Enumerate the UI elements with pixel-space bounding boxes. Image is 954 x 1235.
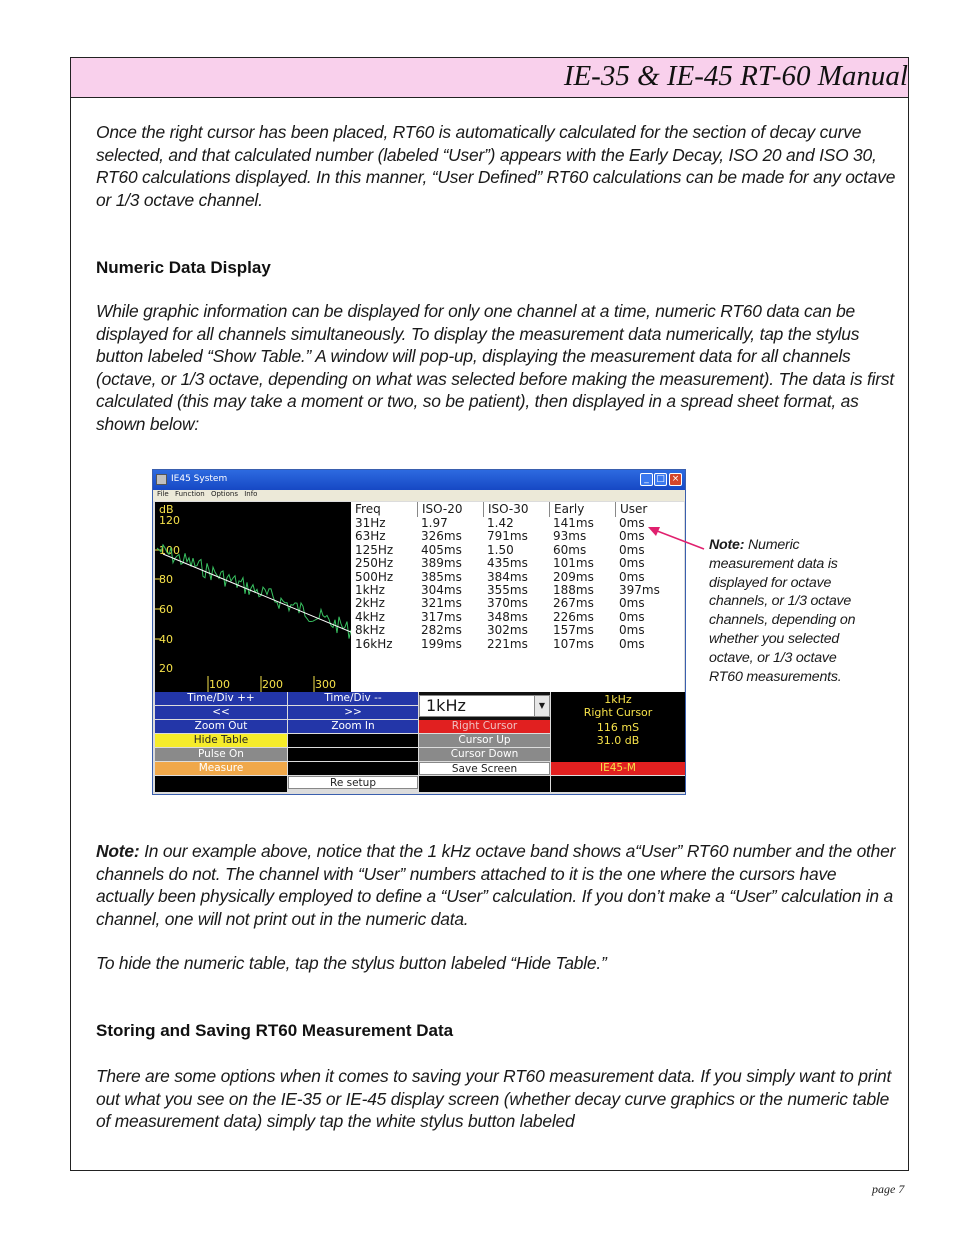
- table-cell: 435ms: [487, 556, 528, 571]
- table-header-cell: ISO-20: [417, 502, 483, 517]
- table-cell: 1kHz: [355, 582, 385, 597]
- table-cell: 1.42: [487, 516, 514, 530]
- table-cell: 4kHz: [355, 609, 385, 624]
- note-paragraph: [96, 840, 896, 930]
- x-tick-200: 200: [262, 678, 283, 691]
- table-cell: 500Hz: [355, 569, 394, 584]
- table-cell: 0ms: [619, 623, 645, 638]
- note-label: Note:: [96, 841, 140, 861]
- menu-options[interactable]: Options: [210, 490, 238, 498]
- table-cell: 267ms: [553, 596, 594, 611]
- table-cell: 0ms: [619, 556, 645, 571]
- section-heading-numeric-data: Numeric Data Display: [96, 258, 271, 277]
- cursor-down-button[interactable]: Cursor Down: [419, 748, 550, 761]
- info-cursor: Right Cursor: [583, 706, 653, 719]
- note-text: In our example above, notice that the 1 kHz octave band shows a“User” RT60 number and the other channels do not. The channel with “User” numbers attached to it is the one where the cursors have actually been physically employed to define a “User” calculation. If you don’t make a “User” calculation in a channel, one will not print out in the numeric data.: [96, 841, 896, 929]
- menu-file[interactable]: File: [157, 490, 169, 498]
- table-cell: 302ms: [487, 623, 528, 638]
- info-band: 1kHz: [604, 693, 632, 706]
- table-cell: 221ms: [487, 636, 528, 651]
- table-cell: 389ms: [421, 556, 462, 571]
- close-icon[interactable]: ×: [669, 473, 682, 486]
- re-setup-button[interactable]: Re setup: [288, 776, 418, 789]
- table-cell: 0ms: [619, 529, 645, 544]
- empty-slot: [288, 734, 418, 747]
- table-cell: 0ms: [619, 569, 645, 584]
- table-cell: 0ms: [619, 516, 645, 530]
- table-cell: 63Hz: [355, 529, 386, 544]
- table-cell: 226ms: [553, 609, 594, 624]
- table-cell: 405ms: [421, 542, 462, 557]
- cursor-info-panel: [551, 692, 685, 762]
- table-cell: 791ms: [487, 529, 528, 544]
- y-tick-40: 40: [159, 633, 173, 646]
- zoom-in-button[interactable]: Zoom In: [288, 720, 418, 733]
- cursor-up-button[interactable]: Cursor Up: [419, 734, 550, 747]
- channel-select-value: 1kHz: [426, 696, 466, 715]
- table-cell: 157ms: [553, 623, 594, 638]
- info-level: 31.0 dB: [596, 734, 640, 747]
- table-cell: 31Hz: [355, 516, 386, 530]
- table-cell: 250Hz: [355, 556, 394, 571]
- y-tick-100: 100: [159, 544, 180, 557]
- app-icon: [156, 474, 167, 485]
- window-titlebar: [153, 470, 685, 490]
- section-heading-storing-data: Storing and Saving RT60 Measurement Data: [96, 1021, 454, 1040]
- callout-arrow: [600, 505, 710, 555]
- table-cell: 0ms: [619, 609, 645, 624]
- table-header-cell: ISO-30: [483, 502, 549, 517]
- rt60-regression-line: [163, 554, 351, 632]
- scroll-right-button[interactable]: >>: [288, 706, 418, 719]
- table-cell: 125Hz: [355, 542, 394, 557]
- menu-bar: [153, 490, 685, 501]
- channel-select[interactable]: [419, 695, 550, 717]
- y-tick-120: 120: [159, 514, 180, 527]
- x-tick-300: 300: [315, 678, 336, 691]
- table-cell: 199ms: [421, 636, 462, 651]
- table-cell: 317ms: [421, 609, 462, 624]
- side-note-text: Numeric measurement data is displayed for octave channels, or 1/3 octave channels, depending on whether you selected octave, or 1/3 octave RT60 measurements.: [709, 537, 856, 685]
- table-cell: 141ms: [553, 516, 594, 530]
- measure-button[interactable]: Measure: [155, 762, 287, 775]
- y-tick-60: 60: [159, 603, 173, 616]
- table-header-cell: Freq: [355, 502, 381, 516]
- table-cell: 304ms: [421, 582, 462, 597]
- hide-table-paragraph: To hide the numeric table, tap the stylus button labeled “Hide Table.”: [96, 953, 607, 973]
- table-column: [351, 502, 417, 651]
- table-cell: 8kHz: [355, 623, 385, 638]
- table-column: [483, 502, 549, 651]
- table-cell: 0ms: [619, 596, 645, 611]
- table-cell: 370ms: [487, 596, 528, 611]
- table-cell: 0ms: [619, 636, 645, 651]
- x-tick-100: 100: [209, 678, 230, 691]
- y-tick-80: 80: [159, 573, 173, 586]
- table-cell: 385ms: [421, 569, 462, 584]
- table-column: [417, 502, 483, 651]
- table-cell: 93ms: [553, 529, 587, 544]
- empty-slot: [551, 776, 685, 792]
- window-title: IE45 System: [171, 474, 228, 484]
- maximize-icon[interactable]: □: [654, 473, 667, 486]
- hide-table-button[interactable]: Hide Table: [155, 734, 287, 747]
- table-cell: 326ms: [421, 529, 462, 544]
- table-cell: 60ms: [553, 542, 587, 557]
- empty-slot: [288, 762, 418, 775]
- manual-title: IE-35 & IE-45 RT-60 Manual: [563, 60, 908, 92]
- numeric-data-paragraph: While graphic information can be displayed for only one channel at a time, numeric RT60 data can be displayed for all channels simultaneously. To display the measurement data numerically, tap the stylus button labeled “Show Table.” A window will pop-up, displaying the measurement data for all channels (octave, or 1/3 octave, depending on what was selected before making the measurement). The data is first calculated (this may take a moment or two, so be patient), then displayed in a spread sheet format, as shown below:: [96, 301, 894, 434]
- table-cell: 384ms: [487, 569, 528, 584]
- scroll-left-button[interactable]: <<: [155, 706, 287, 719]
- table-cell: 2kHz: [355, 596, 385, 611]
- pulse-on-button[interactable]: Pulse On: [155, 748, 287, 761]
- table-cell: 282ms: [421, 623, 462, 638]
- time-div-minus-button[interactable]: Time/Div --: [288, 692, 418, 705]
- menu-info[interactable]: Info: [244, 490, 258, 498]
- storing-data-paragraph: There are some options when it comes to saving your RT60 measurement data. If you simply want to print out what you see on the IE-35 or IE-45 display screen (whether decay curve graphics or the numeric table of measurement data) simply tap the white stylus button labeled: [96, 1066, 892, 1131]
- page-header: [71, 58, 908, 98]
- save-screen-button[interactable]: Save Screen: [419, 762, 550, 775]
- table-cell: 1.50: [487, 542, 514, 557]
- minimize-icon[interactable]: _: [640, 473, 653, 486]
- table-cell: 107ms: [553, 636, 594, 651]
- table-cell: 101ms: [553, 556, 594, 571]
- time-div-plus-button[interactable]: Time/Div ++: [155, 692, 287, 705]
- zoom-out-button[interactable]: Zoom Out: [155, 720, 287, 733]
- empty-slot: [419, 776, 550, 792]
- table-cell: 1.97: [421, 516, 448, 530]
- side-note-label: Note:: [709, 537, 745, 553]
- table-cell: 16kHz: [355, 636, 393, 651]
- model-badge: IE45-M: [551, 762, 685, 775]
- table-cell: 355ms: [487, 582, 528, 597]
- dropdown-arrow-icon[interactable]: ▼: [534, 696, 549, 716]
- table-cell: 0ms: [619, 542, 645, 557]
- intro-paragraph: Once the right cursor has been placed, RT60 is automatically calculated for the section of decay curve selected, and that calculated number (labeled “User”) appears with the Early Decay, ISO 20 and ISO 30, RT60 calculations displayed. In this manner, “User Defined” RT60 calculations can be made for any octave or 1/3 octave channel.: [96, 122, 896, 210]
- y-axis-label: dB: [159, 503, 174, 516]
- menu-function[interactable]: Function: [174, 490, 205, 498]
- empty-slot: [155, 776, 287, 792]
- y-tick-20: 20: [159, 662, 173, 675]
- info-time: 116 mS: [596, 721, 640, 734]
- table-cell: 321ms: [421, 596, 462, 611]
- side-note: [709, 536, 869, 686]
- page-number: page 7: [872, 1182, 905, 1196]
- table-header-cell: User: [615, 502, 684, 517]
- empty-slot: [288, 748, 418, 761]
- table-cell: 348ms: [487, 609, 528, 624]
- table-header-cell: Early: [549, 502, 615, 517]
- table-cell: 209ms: [553, 569, 594, 584]
- right-cursor-button[interactable]: Right Cursor: [419, 720, 550, 733]
- decay-curve-graph[interactable]: [155, 502, 351, 692]
- table-cell: 397ms: [619, 582, 660, 597]
- table-cell: 188ms: [553, 582, 594, 597]
